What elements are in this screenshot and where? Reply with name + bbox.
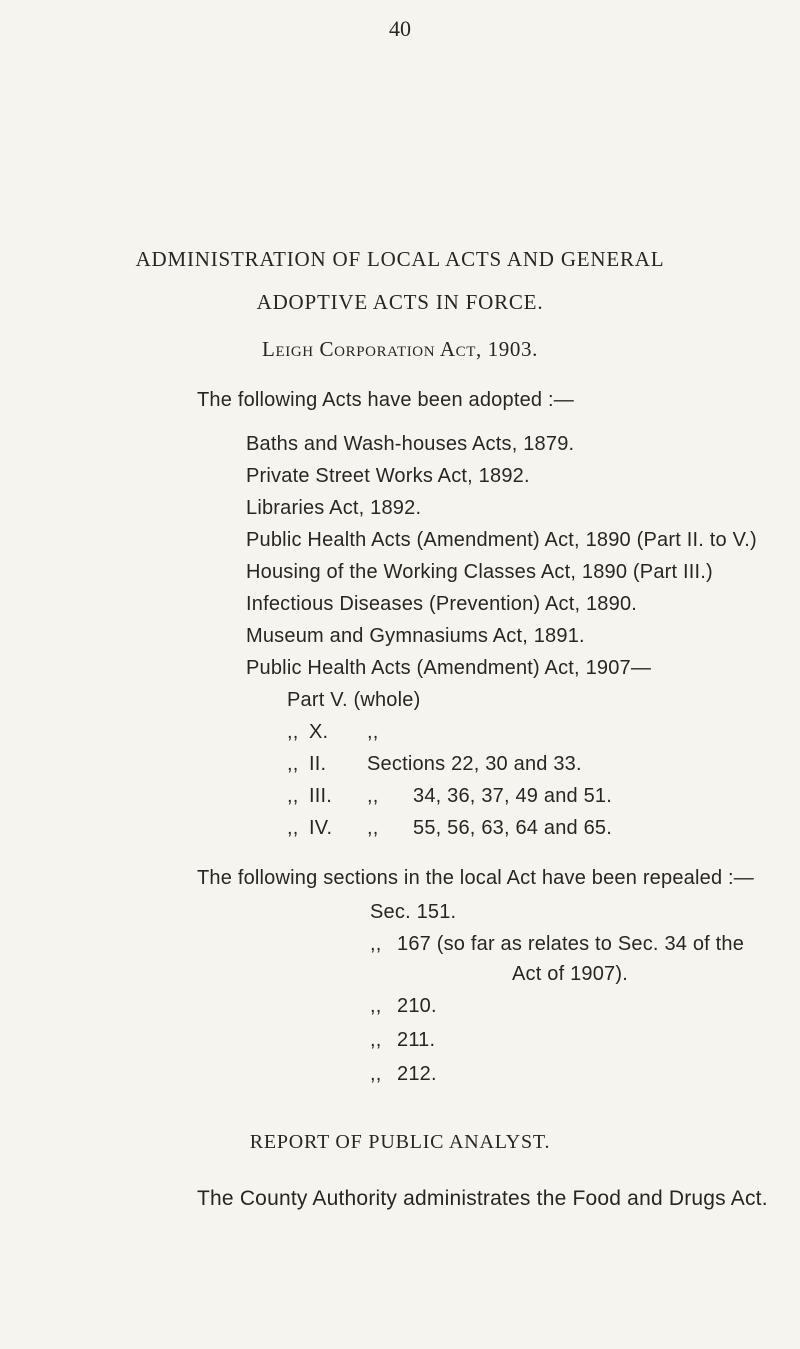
page-number: 40 — [389, 16, 411, 41]
part-roman: III. — [309, 785, 333, 807]
ditto-mark: ,, — [370, 1029, 382, 1051]
part-sections: 34, 36, 37, 49 and 51. — [413, 785, 613, 807]
ditto-mark: ,, — [287, 721, 299, 743]
repealed-section — [370, 995, 437, 1018]
ditto-mark: ,, — [287, 785, 299, 807]
part-line — [287, 817, 612, 840]
act-subheading: Leigh Corporation Act, 1903. — [262, 337, 538, 361]
ditto-mark: ,, — [367, 817, 379, 839]
adopted-act: Public Health Acts (Amendment) Act, 1907— — [246, 657, 652, 679]
part-roman: II. — [309, 753, 327, 775]
ditto-mark: ,, — [370, 995, 382, 1017]
adopted-act: Museum and Gymnasiums Act, 1891. — [246, 625, 585, 647]
part-line — [287, 785, 612, 808]
part-roman: IV. — [309, 817, 333, 839]
section-heading-line-2: ADOPTIVE ACTS IN FORCE. — [256, 290, 544, 314]
repealed-detail-continued: Act of 1907). — [512, 963, 628, 985]
repealed-number: 212. — [397, 1063, 437, 1085]
ditto-mark: ,, — [367, 721, 379, 743]
analyst-text: The County Authority administrates the Food and Drugs Act. — [197, 1187, 768, 1210]
part-sections: Sections 22, 30 and 33. — [367, 753, 582, 775]
part-line — [287, 753, 582, 776]
part-line — [287, 721, 413, 744]
part-sections: 55, 56, 63, 64 and 65. — [413, 817, 613, 839]
analyst-heading: REPORT OF PUBLIC ANALYST. — [249, 1131, 551, 1153]
adopted-act: Libraries Act, 1892. — [246, 497, 422, 519]
part-roman: X. — [309, 721, 329, 743]
repealed-section — [370, 1063, 437, 1086]
repealed-detail: 167 (so far as relates to Sec. 34 of the — [397, 933, 745, 955]
ditto-mark: ,, — [370, 933, 382, 955]
adopted-act: Public Health Acts (Amendment) Act, 1890 (Part II. to V.) — [246, 529, 757, 551]
ditto-mark: ,, — [287, 753, 299, 775]
repealed-number: 211. — [397, 1029, 436, 1051]
repealed-section — [370, 933, 744, 956]
ditto-mark: ,, — [367, 785, 379, 807]
adopted-act: Baths and Wash-houses Acts, 1879. — [246, 433, 575, 455]
repealed-section: Sec. 151. — [370, 901, 457, 923]
ditto-mark: ,, — [287, 817, 299, 839]
adopted-act: Infectious Diseases (Prevention) Act, 1890. — [246, 593, 638, 615]
repealed-section — [370, 1029, 435, 1052]
part-line: Part V. (whole) — [287, 689, 421, 711]
adopted-act: Housing of the Working Classes Act, 1890 (Part III.) — [246, 561, 713, 583]
adopted-intro: The following Acts have been adopted :— — [197, 389, 574, 411]
ditto-mark: ,, — [370, 1063, 382, 1085]
repealed-intro: The following sections in the local Act have been repealed :— — [197, 867, 754, 889]
adopted-act: Private Street Works Act, 1892. — [246, 465, 530, 487]
repealed-number: 210. — [397, 995, 437, 1017]
section-heading-line-1: ADMINISTRATION OF LOCAL ACTS AND GENERAL — [135, 247, 665, 271]
